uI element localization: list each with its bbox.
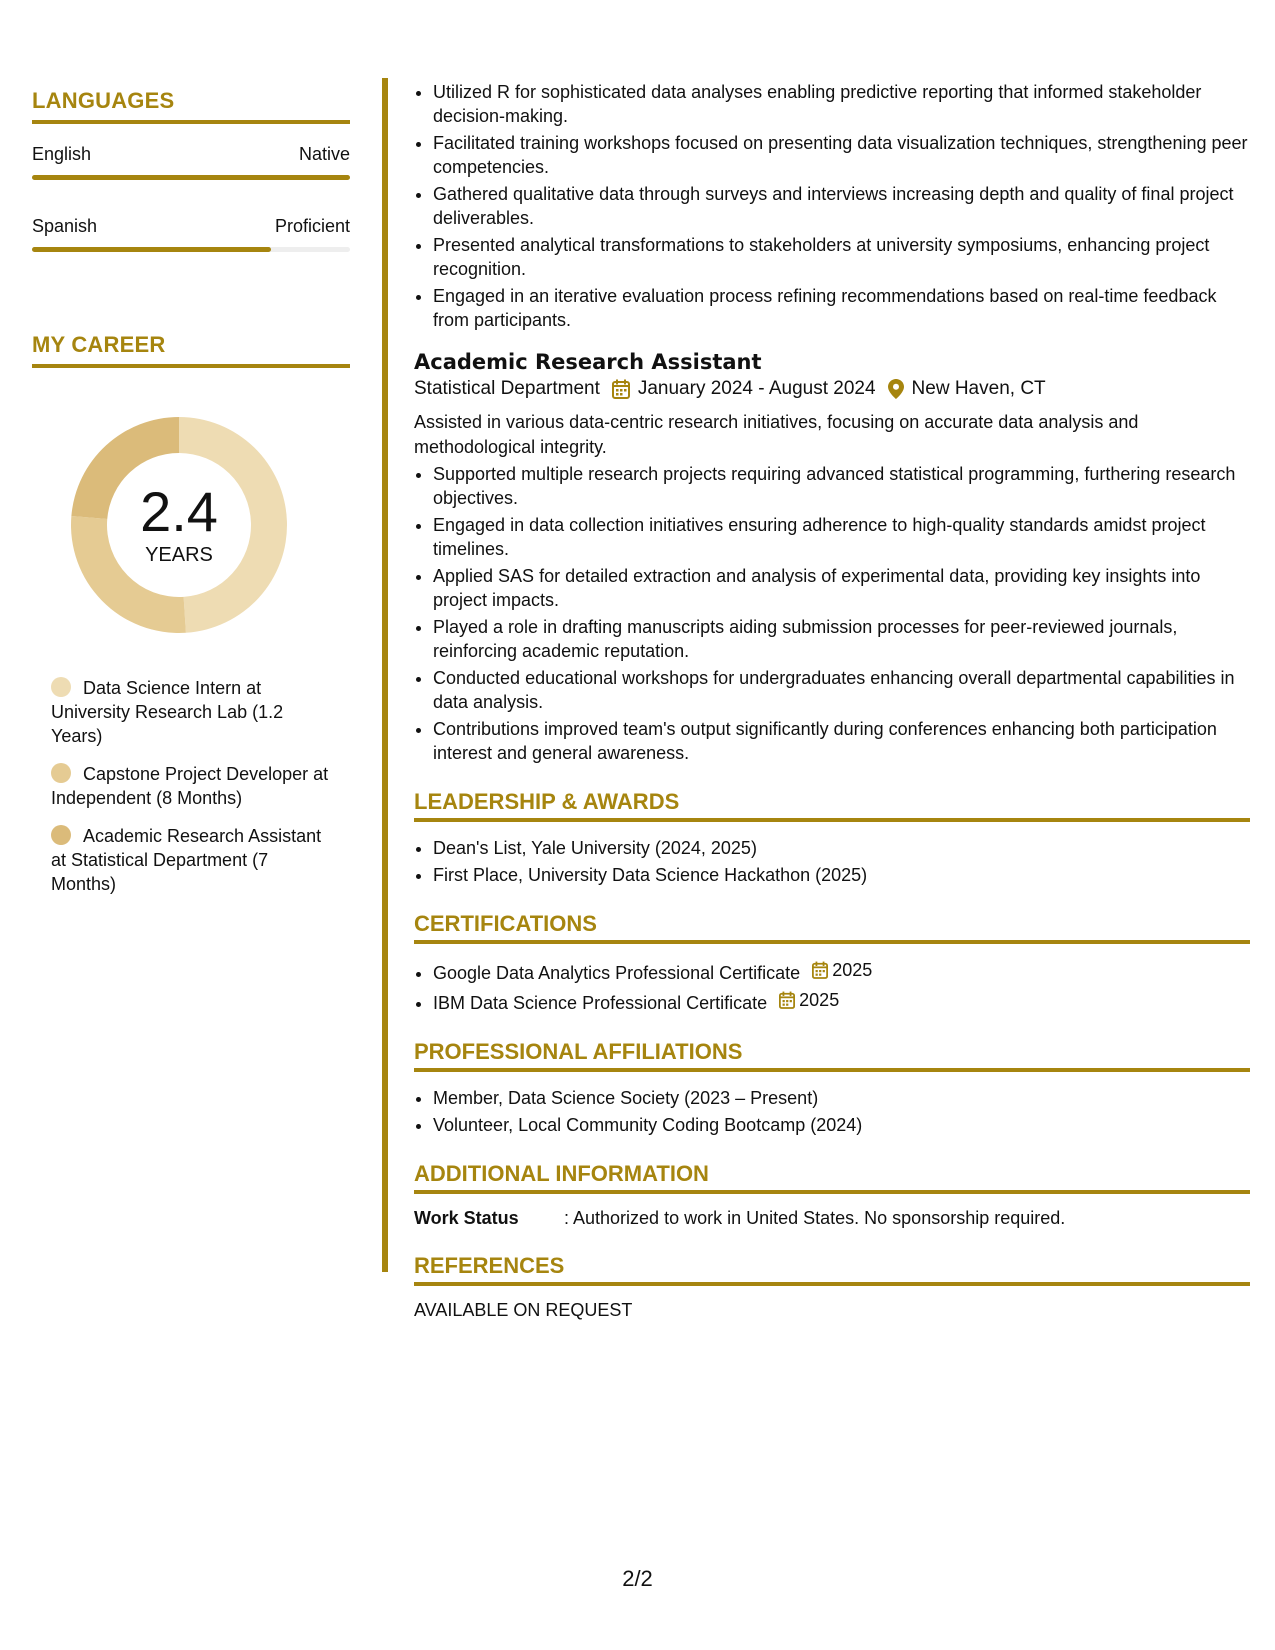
additional-info-heading: ADDITIONAL INFORMATION [414, 1161, 1250, 1194]
language-name: English [32, 144, 92, 164]
references-text: AVAILABLE ON REQUEST [414, 1300, 633, 1320]
certifications-list [414, 958, 1250, 1015]
bullet-item: • Member, Data Science Society (2023 – Present) [433, 1086, 1250, 1110]
work-status-value: : Authorized to work in United States. No sponsorship required. [564, 1208, 1066, 1228]
job-title: Academic Research Assistant [414, 350, 762, 374]
language-english [32, 144, 350, 180]
leadership-list [414, 836, 1250, 887]
bullet-item: • Gathered qualitative data through surveys and interviews increasing depth and quality of final project deliverables. [433, 182, 1250, 230]
affiliations-list [414, 1086, 1250, 1137]
page-number: 2/2 [622, 1566, 653, 1591]
bullet-item: • Engaged in an iterative evaluation process refining recommendations based on real-time feedback from participants. [433, 284, 1250, 332]
bullet-item: • Played a role in drafting manuscripts aiding submission processes for peer-reviewed journals, reinforcing academic reputation. [433, 615, 1250, 663]
bullet-item: • Engaged in data collection initiatives ensuring adherence to high-quality standards amidst project timelines. [433, 513, 1250, 561]
sidebar [32, 88, 350, 910]
career-total: 2.4 [140, 479, 218, 543]
calendar-icon [812, 961, 828, 979]
bullet-item: • Contributions improved team's output significantly during conferences enhancing both participation interest and general awareness. [433, 717, 1250, 765]
bullet-item: • First Place, University Data Science Hackathon (2025) [433, 863, 1250, 887]
career-donut-chart [64, 410, 294, 640]
career-legend [51, 676, 331, 896]
job-description: Assisted in various data-centric research initiatives, focusing on accurate data analysis and methodological integrity. [414, 412, 1139, 457]
career-legend-item: Capstone Project Developer at Independent (8 Months) [51, 764, 329, 808]
career-unit: YEARS [145, 543, 213, 566]
legend-swatch [51, 825, 71, 845]
certification-item: • Google Data Analytics Professional Certificate 2025 [433, 958, 1250, 985]
legend-swatch [51, 763, 71, 783]
certification-year: 2025 [832, 960, 873, 980]
legend-swatch [51, 677, 71, 697]
language-bar [32, 247, 350, 252]
work-status-label: Work Status [414, 1208, 519, 1228]
certifications-heading: CERTIFICATIONS [414, 911, 1250, 944]
bullet-item: • Applied SAS for detailed extraction and analysis of experimental data, providing key insights into project impacts. [433, 564, 1250, 612]
bullet-item: • Supported multiple research projects requiring advanced statistical programming, furthering research objectives. [433, 462, 1250, 510]
bullet-item: • Facilitated training workshops focused on presenting data visualization techniques, strengthening peer competencies. [433, 131, 1250, 179]
experience-bullets [414, 80, 1250, 332]
language-spanish [32, 216, 350, 252]
languages-heading: LANGUAGES [32, 88, 350, 124]
certification-item: • IBM Data Science Professional Certificate 2025 [433, 988, 1250, 1015]
career-heading: MY CAREER [32, 332, 350, 368]
calendar-icon [779, 991, 795, 1009]
certification-year: 2025 [799, 990, 840, 1010]
job-organization: Statistical Department [414, 378, 600, 399]
main-content [414, 80, 1250, 1321]
career-legend-item: Academic Research Assistant at Statistical Department (7 Months) [51, 826, 322, 894]
job-dates: January 2024 - August 2024 [637, 378, 876, 399]
bullet-item: • Dean's List, Yale University (2024, 2025) [433, 836, 1250, 860]
leadership-heading: LEADERSHIP & AWARDS [414, 789, 1250, 822]
language-bar-fill [32, 247, 271, 252]
language-bar-fill [32, 175, 350, 180]
job-location: New Haven, CT [911, 378, 1046, 399]
references-heading: REFERENCES [414, 1253, 1250, 1286]
career-legend-item: Data Science Intern at University Research Lab (1.2 Years) [51, 678, 284, 746]
affiliations-heading: PROFESSIONAL AFFILIATIONS [414, 1039, 1250, 1072]
bullet-item: • Utilized R for sophisticated data analyses enabling predictive reporting that informed stakeholder decision-making. [433, 80, 1250, 128]
bullet-item: • Volunteer, Local Community Coding Bootcamp (2024) [433, 1113, 1250, 1137]
job-bullets [414, 462, 1250, 765]
language-level: Native [298, 144, 350, 164]
calendar-icon [612, 379, 630, 399]
work-status-row [414, 1208, 1250, 1229]
bullet-item: • Conducted educational workshops for undergraduates enhancing overall departmental capabilities in data analysis. [433, 666, 1250, 714]
map-pin-icon [888, 379, 904, 399]
job-meta [414, 378, 1250, 400]
language-level: Proficient [274, 216, 350, 236]
bullet-item: • Presented analytical transformations to stakeholders at university symposiums, enhancing project recognition. [433, 233, 1250, 281]
language-bar [32, 175, 350, 180]
column-divider [382, 78, 388, 1272]
language-name: Spanish [32, 216, 98, 236]
